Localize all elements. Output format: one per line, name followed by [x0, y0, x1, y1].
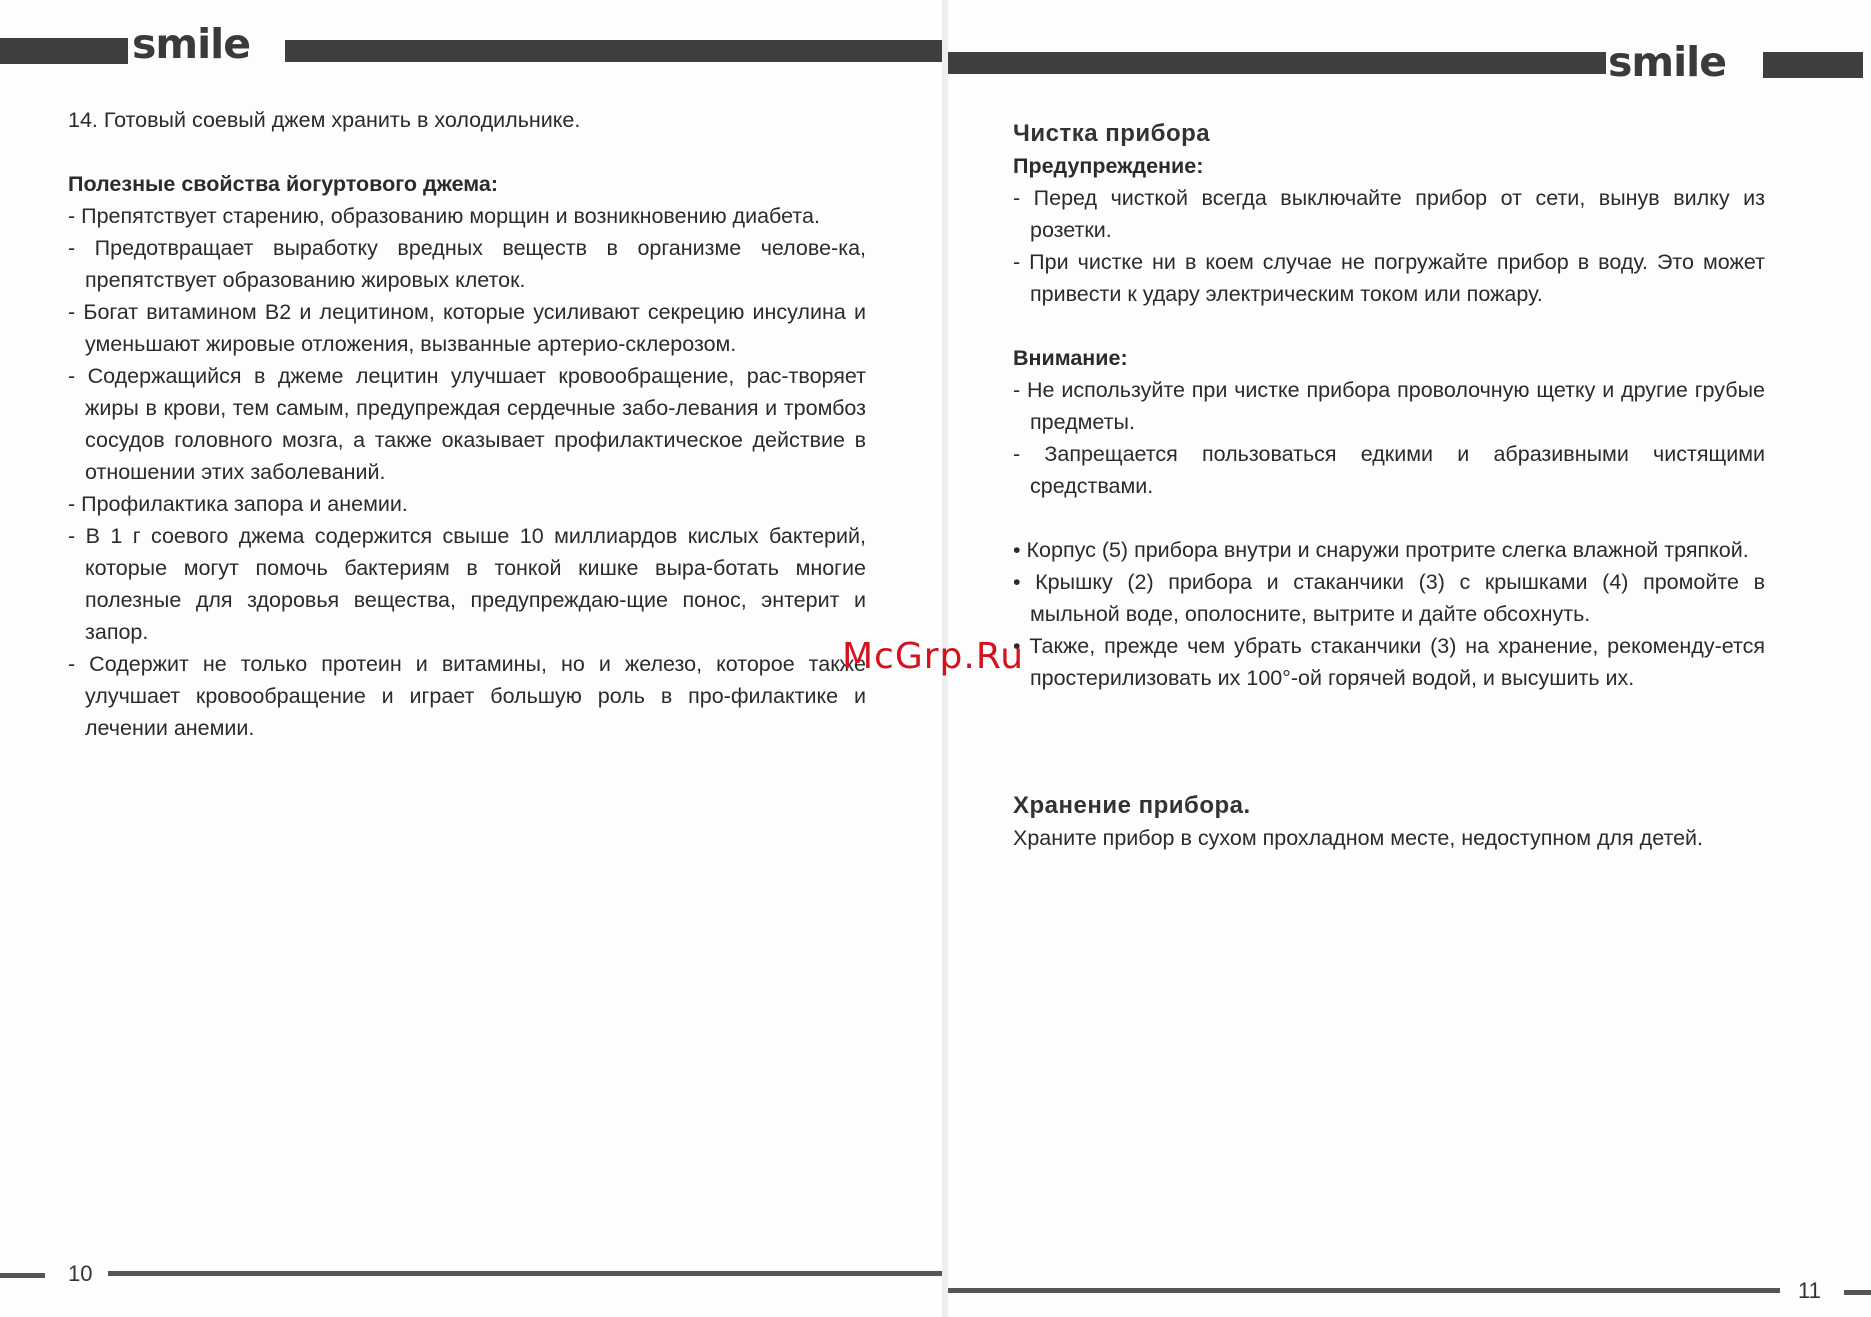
- benefit-item: - Содержащийся в джеме лецитин улучшает кровообращение, рас-творяет жиры в крови, тем самым, предупреждая сердечные забо-левания и тромбоз сосудов головного мозга, а также оказывает профилактическое действие в отношении этих заболеваний.: [68, 364, 866, 484]
- watermark: McGrp.Ru: [842, 636, 1025, 677]
- intro-text: 14. Готовый соевый джем хранить в холодильнике.: [68, 108, 581, 132]
- header-band: [1763, 52, 1863, 78]
- page-number: 11: [1798, 1278, 1821, 1303]
- warning-item: - Перед чисткой всегда выключайте прибор от сети, вынув вилку из розетки.: [1013, 186, 1765, 242]
- cleaning-step: • Корпус (5) прибора внутри и снаружи протрите слегка влажной тряпкой.: [1013, 538, 1749, 562]
- benefit-item: - Предотвращает выработку вредных веществ в организме челове-ка, препятствует образованию жировых клеток.: [68, 236, 866, 292]
- right-page: [948, 0, 1871, 1317]
- header-band: [948, 52, 1606, 74]
- footer-rule: [948, 1288, 1780, 1293]
- right-page-content: [1013, 118, 1765, 854]
- brand-logo: smile: [132, 20, 251, 68]
- brand-logo: smile: [1608, 38, 1727, 86]
- warning-item: - При чистке ни в коем случае не погружайте прибор в воду. Это может привести к удару электрическим током или пожару.: [1013, 250, 1765, 306]
- benefit-item: - Содержит не только протеин и витамины, но и железо, которое также улучшает кровообращение и играет большую роль в про-филактике и лечении анемии.: [68, 652, 866, 740]
- attention-heading: Внимание:: [1013, 346, 1128, 370]
- warning-heading: Предупреждение:: [1013, 154, 1204, 178]
- footer-rule: [1844, 1290, 1871, 1295]
- header-band: [285, 40, 944, 62]
- benefit-item: - Богат витамином В2 и лецитином, которые усиливают секрецию инсулина и уменьшают жировые отложения, вызванные артерио-склерозом.: [68, 300, 866, 356]
- storage-text: Храните прибор в сухом прохладном месте, недоступном для детей.: [1013, 826, 1704, 850]
- left-page-content: [68, 104, 866, 744]
- benefit-item: - Препятствует старению, образованию морщин и возникновению диабета.: [68, 204, 820, 228]
- cleaning-step: • Также, прежде чем убрать стаканчики (3) на хранение, рекоменду-ется простерилизовать их 100°-ой горячей водой, и высушить их.: [1013, 634, 1765, 690]
- attention-item: - Запрещается пользоваться едкими и абразивными чистящими средствами.: [1013, 442, 1765, 498]
- cleaning-title: Чистка прибора: [1013, 120, 1211, 147]
- benefit-item: - Профилактика запора и анемии.: [68, 492, 408, 516]
- header-band: [0, 38, 128, 64]
- storage-title: Хранение прибора.: [1013, 792, 1251, 819]
- cleaning-step: • Крышку (2) прибора и стаканчики (3) с крышками (4) промойте в мыльной воде, ополосните, вытрите и дайте обсохнуть.: [1013, 570, 1765, 626]
- page-number: 10: [68, 1261, 93, 1286]
- footer-rule: [0, 1273, 45, 1278]
- benefits-heading: Полезные свойства йогуртового джема:: [68, 172, 499, 196]
- footer-rule: [108, 1271, 944, 1276]
- benefit-item: - В 1 г соевого джема содержится свыше 10 миллиардов кислых бактерий, которые могут помочь бактериям в тонкой кишке выра-ботать многие полезные для здоровья вещества, предупреждаю-щие понос, энтерит и запор.: [68, 524, 866, 644]
- attention-item: - Не используйте при чистке прибора проволочную щетку и другие грубые предметы.: [1013, 378, 1765, 434]
